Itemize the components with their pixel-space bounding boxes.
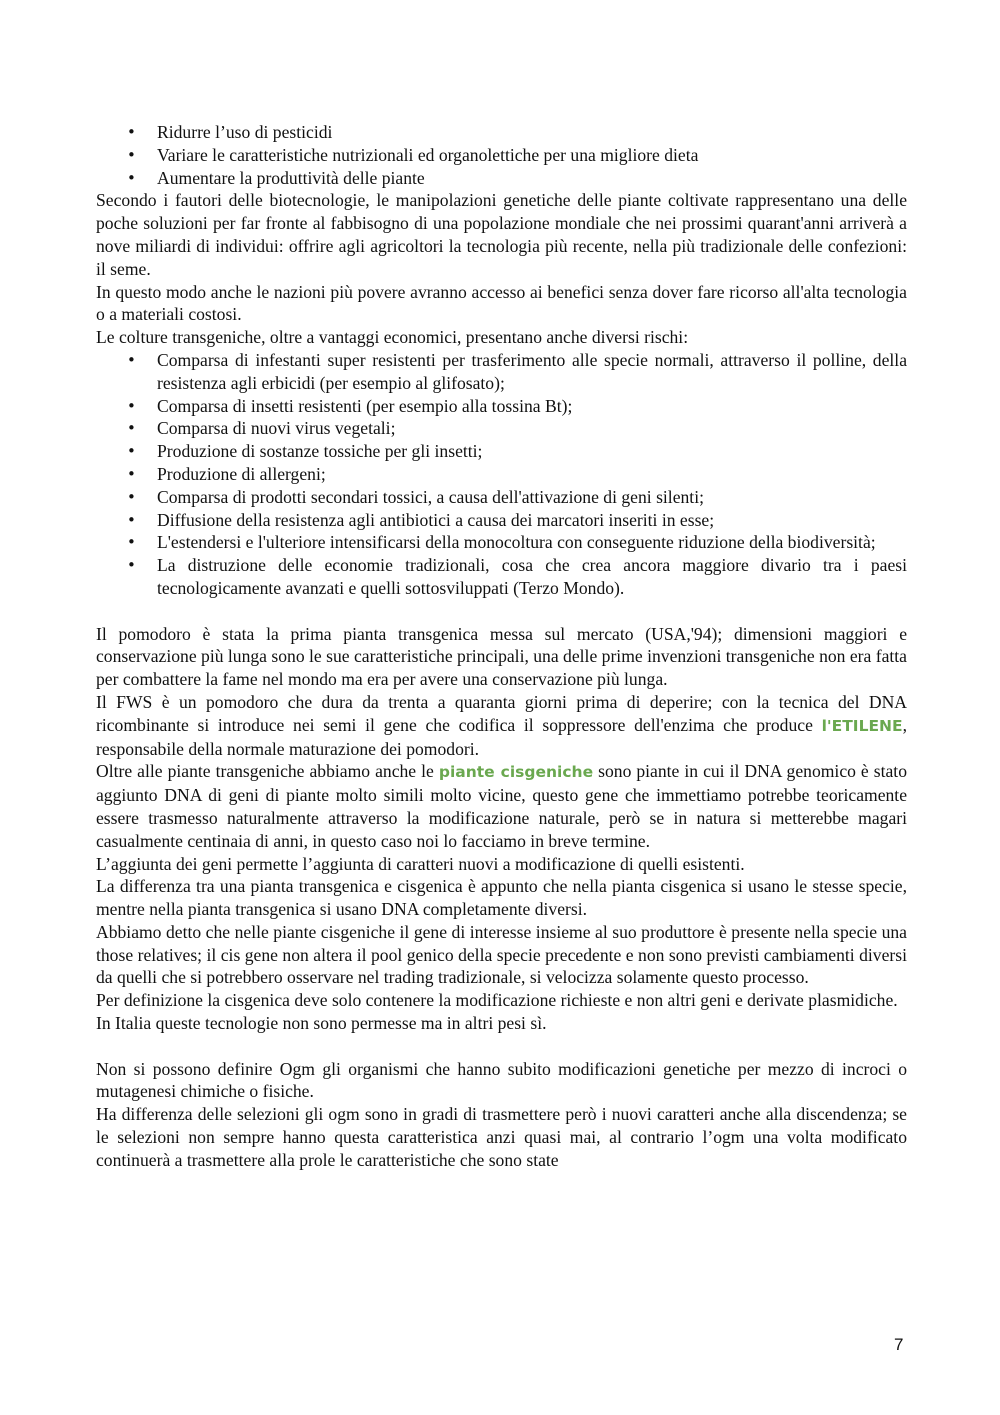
paragraph: L’aggiunta dei geni permette l’aggiunta di caratteri nuovi a modificazione di quelli esistenti. <box>96 853 745 874</box>
paragraph: La differenza tra una pianta transgenica e cisgenica è appunto che nella pianta cisgenica si usano le stesse specie, mentre nella pianta transgenica si usano DNA completamente diversi. <box>96 876 907 920</box>
list-item: • L'estendersi e l'ulteriore intensificarsi della monocoltura con conseguente riduzione della biodiversità; <box>96 531 907 554</box>
benefits-list <box>96 121 907 189</box>
list-item: • Comparsa di prodotti secondari tossici, a causa dell'attivazione di geni silenti; <box>96 486 907 509</box>
paragraph: In Italia queste tecnologie non sono permesse ma in altri pesi sì. <box>96 1013 547 1034</box>
page-number: 7 <box>894 1335 904 1354</box>
paragraph: Non si possono definire Ogm gli organismi che hanno subito modificazioni genetiche per mezzo di incroci o mutagenesi chimiche o fisiche. <box>96 1058 907 1102</box>
risks-list <box>96 349 907 600</box>
text-run: Il FWS è un pomodoro che dura da trenta a quaranta giorni prima di deperire; con la tecnica del DNA ricombinante si introduce nei semi il gene che codifica il soppressore dell'enzima che produce <box>96 691 907 735</box>
paragraph: Secondo i fautori delle biotecnologie, le manipolazioni genetiche delle piante coltivate rappresentano una delle poche soluzioni per far fronte al fabbisogno di una popolazione mondiale che nei prossimi quarant'anni arriverà a nove miliardi di individui: offrire agli agricoltori la tecnologia più recente, nella più tradizionale delle confezioni: il seme. <box>96 190 907 279</box>
highlighted-term: piante cisgeniche <box>438 763 594 782</box>
paragraph: Le colture transgeniche, oltre a vantaggi economici, presentano anche diversi rischi: <box>96 327 689 348</box>
list-item: • Variare le caratteristiche nutrizionali ed organolettiche per una migliore dieta <box>96 144 907 167</box>
list-item: • Comparsa di insetti resistenti (per esempio alla tossina Bt); <box>96 395 907 418</box>
list-item: • Comparsa di nuovi virus vegetali; <box>96 417 907 440</box>
list-item: • Produzione di allergeni; <box>96 463 907 486</box>
paragraph: Il pomodoro è stata la prima pianta transgenica messa sul mercato (USA,'94); dimensioni maggiori e conservazione più lunga sono le sue caratteristiche principali, una delle prime invenzioni transgeniche non era fatta per combattere la fame nel mondo ma era per avere una conservazione più lunga. <box>96 623 907 690</box>
list-item: • Diffusione della resistenza agli antibiotici a causa dei marcatori inseriti in esse; <box>96 509 907 532</box>
list-item: • La distruzione delle economie tradizionali, cosa che crea ancora maggiore divario tra i paesi tecnologicamente avanzati e quelli sottosviluppati (Terzo Mondo). <box>96 554 907 600</box>
blank-line <box>96 600 907 623</box>
text-run: , responsabile della normale maturazione dei pomodori. <box>96 714 907 759</box>
paragraph: Abbiamo detto che nelle piante cisgeniche il gene di interesse insieme al suo produttore è presente nella specie una those relatives; il cis gene non altera il pool genico della specie precedente e non sono previsti cambiamenti diversi da quelli che si potrebbero osservare nel trading tradizionale, si velocizza solamente questo processo. <box>96 921 907 988</box>
text-run: sono piante in cui il DNA genomico è stato aggiunto DNA di geni di piante molto simili molto vicine, questo gene che immettiamo potrebbe teoricamente essere trasmesso naturalmente attraverso la modificazione naturale, però se in natura si metterebbe magari casualmente centinaia di anni, in questo caso noi lo facciamo in breve termine. <box>96 761 907 851</box>
paragraph <box>96 691 907 760</box>
paragraph <box>96 760 907 852</box>
blank-line <box>96 1035 907 1058</box>
list-item: • Ridurre l’uso di pesticidi <box>96 121 907 144</box>
page-content <box>96 121 907 1172</box>
text-run: Oltre alle piante transgeniche abbiamo anche le <box>96 761 439 782</box>
paragraph: In questo modo anche le nazioni più povere avranno accesso ai benefici senza dover fare ricorso all'alta tecnologia o a materiali costosi. <box>96 281 907 325</box>
list-item: • Comparsa di infestanti super resistenti per trasferimento alle specie normali, attraverso il polline, della resistenza agli erbicidi (per esempio al glifosato); <box>96 349 907 395</box>
list-item: • Aumentare la produttività delle piante <box>96 167 907 190</box>
highlighted-term: l'ETILENE <box>821 716 903 735</box>
list-item: • Produzione di sostanze tossiche per gli insetti; <box>96 440 907 463</box>
paragraph: Per definizione la cisgenica deve solo contenere la modificazione richieste e non altri geni e derivate plasmidiche. <box>96 990 898 1011</box>
paragraph: Ha differenza delle selezioni gli ogm sono in gradi di trasmettere però i nuovi caratteri anche alla discendenza; se le selezioni non sempre hanno questa caratteristica anzi quasi mai, al contrario l’ogm una volta modificato continuerà a trasmettere alla prole le caratteristiche che sono state <box>96 1104 907 1170</box>
